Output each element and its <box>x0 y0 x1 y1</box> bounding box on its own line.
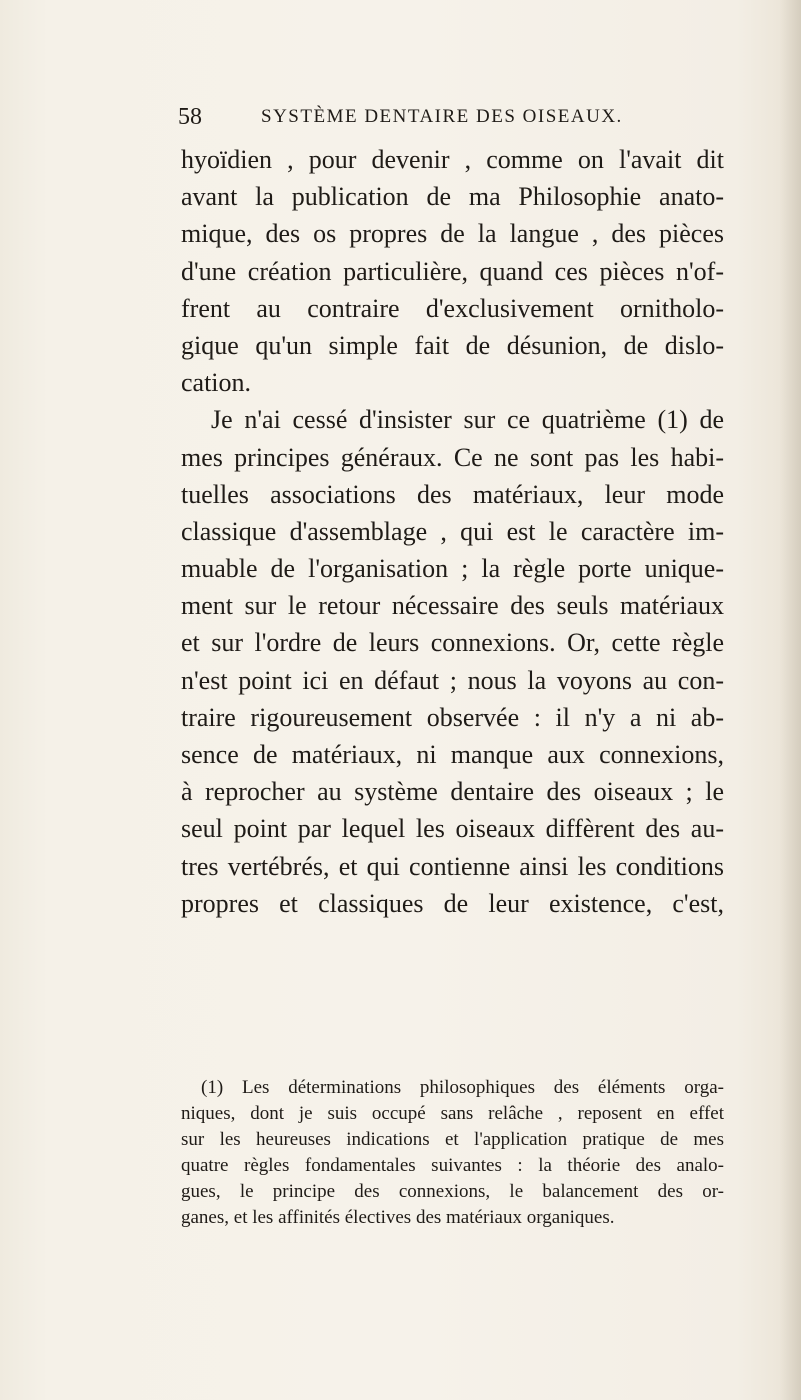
footnote-line: quatre règles fondamentales suivantes : la théorie des analo- <box>181 1155 724 1176</box>
footnote <box>181 1075 724 1231</box>
text-line: tuelles associations des matériaux, leur mode <box>181 479 724 509</box>
body-text <box>181 141 724 922</box>
text-line: frent au contraire d'exclusivement ornitholo- <box>181 293 724 323</box>
text-line: d'une création particulière, quand ces pièces n'of- <box>181 256 724 286</box>
running-head: SYSTÈME DENTAIRE DES OISEAUX. <box>261 106 623 127</box>
footnote-line: ganes, et les affinités électives des matériaux organiques. <box>181 1207 615 1228</box>
text-line: mes principes généraux. Ce ne sont pas les habi- <box>181 442 724 472</box>
text-line: gique qu'un simple fait de désunion, de dislo- <box>181 330 724 360</box>
text-line: traire rigoureusement observée : il n'y a ni ab- <box>181 702 724 732</box>
text-line: hyoïdien , pour devenir , comme on l'avait dit <box>181 145 724 174</box>
text-line: classique d'assemblage , qui est le caractère im- <box>181 516 724 546</box>
footnote-line: sur les heureuses indications et l'application pratique de mes <box>181 1129 724 1150</box>
text-line: Je n'ai cessé d'insister sur ce quatrième (1) de <box>211 405 724 435</box>
footnote-line: (1) Les déterminations philosophiques des éléments orga- <box>201 1077 724 1098</box>
text-line: sence de matériaux, ni manque aux connexions, <box>181 740 724 769</box>
text-line: à reprocher au système dentaire des oiseaux ; le <box>181 777 724 807</box>
text-line: ment sur le retour nécessaire des seuls matériaux <box>181 591 724 621</box>
text-line: muable de l'organisation ; la règle porte unique- <box>181 554 724 584</box>
text-line: propres et classiques de leur existence, c'est, <box>181 888 724 918</box>
text-line: et sur l'ordre de leurs connexions. Or, cette règle <box>181 628 724 658</box>
page-edge-shadow <box>779 0 801 1400</box>
text-line: tres vertébrés, et qui contienne ainsi les conditions <box>181 851 724 881</box>
footnote-line: gues, le principe des connexions, le balancement des or- <box>181 1181 724 1202</box>
text-line: cation. <box>181 368 252 398</box>
text-line: avant la publication de ma Philosophie anato- <box>181 182 724 212</box>
text-line: mique, des os propres de la langue , des pièces <box>181 219 724 249</box>
footnote-line: niques, dont je suis occupé sans relâche , reposent en effet <box>181 1103 724 1124</box>
text-line: n'est point ici en défaut ; nous la voyons au con- <box>181 665 724 695</box>
text-line: seul point par lequel les oiseaux diffèrent des au- <box>181 814 724 844</box>
page-header <box>178 104 738 136</box>
page-number: 58 <box>178 104 202 130</box>
